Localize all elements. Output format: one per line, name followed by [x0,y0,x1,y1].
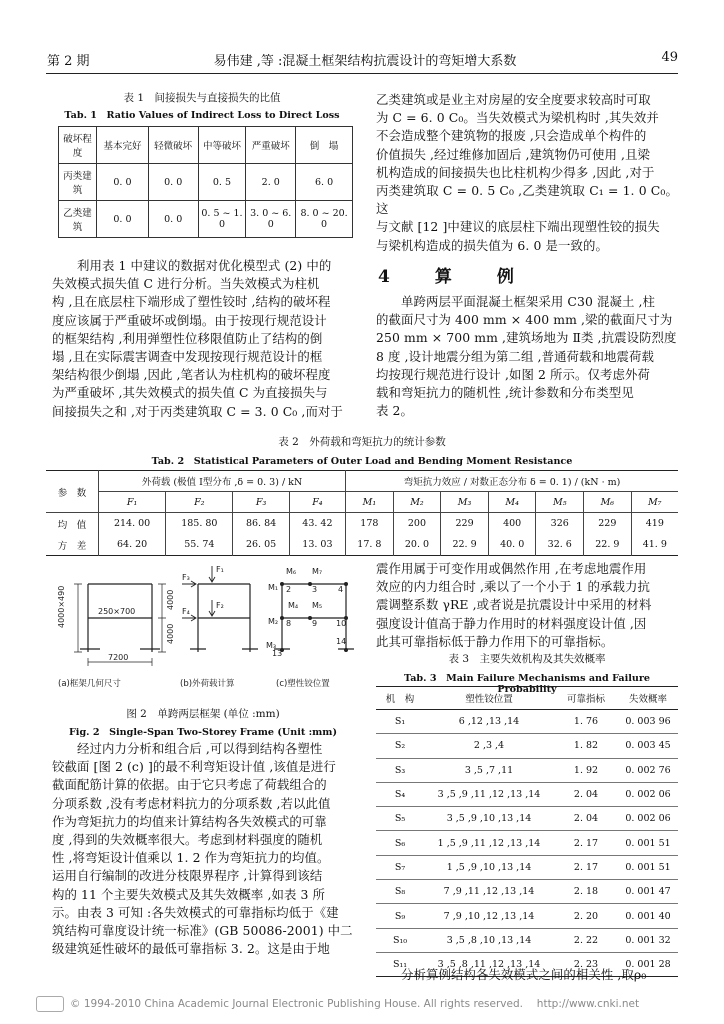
table3-cell: 2. 04 [554,807,618,831]
table2-cell: 326 [536,513,584,535]
table3-cell: 2. 23 [554,952,618,976]
table2-param-label: 参 数 [57,487,87,499]
dim-beam-label: 250×700 [98,607,136,616]
table2-cell: 185. 80 [166,513,233,535]
table2-cell: 86. 84 [233,513,289,535]
hinge-4 [344,582,348,586]
table1-cell: 8. 0 ~ 20. 0 [296,201,353,238]
table1-header-cell: 严重破坏 [246,127,296,164]
table2-cell: 13. 03 [289,534,345,556]
text-line: 架结构很少倒塌 ,因此 ,笔者认为柱机构的破坏程度 [52,367,331,383]
text-line: 构的 11 个主要失效模式及其失效概率 ,如表 3 所 [52,886,326,902]
table3-cell: 2. 17 [554,831,618,855]
dim-h2-label: 4000 [166,623,175,644]
frame-a-lines [88,584,152,652]
table1 [58,126,353,238]
page-number: 49 [661,50,678,65]
table3-cell: 2 ,3 ,4 [424,734,554,758]
table3-cell: S₁ [394,716,406,728]
table2-col-header: F₃ [233,492,289,513]
running-title: 易伟建 ,等 :混凝土框架结构抗震设计的弯矩增大系数 [213,54,517,69]
table2-cell: 214. 00 [99,513,166,535]
table3-cell: S₁₁ [376,952,424,976]
table1-header-cell: 中等破坏 [198,127,246,164]
dim-left-label: 4000×490 [57,585,66,628]
node-8: 8 [286,619,292,628]
table3-cell: 0. 002 06 [618,807,678,831]
table3-cell: 0. 003 96 [625,716,671,728]
right-paragraph-1 [376,91,678,255]
text-line: 级建筑延性破坏的最低可靠指标 3. 2。这是由于地 [52,941,330,957]
text-line: 与梁机构造成的损失值为 6. 0 是一致的。 [376,237,608,253]
table3-cell: 0. 002 06 [618,782,678,806]
table2-cell: 22. 9 [441,534,489,556]
node-14: 14 [336,637,347,646]
table2-cell: 40. 0 [488,534,536,556]
table1-cell: 0. 0 [97,164,149,201]
load-f2: F₂ [216,601,224,610]
table2-cell: 20. 0 [393,534,441,556]
text-line: 性 ,将弯矩设计值乘以 1. 2 作为弯矩抗力的均值。 [52,850,330,866]
left-paragraph-1 [52,257,356,421]
table1-header-cell: 倒 塌 [296,127,353,164]
table2-row-label: 方 差 [57,540,87,552]
moment-m1: M₁ [268,583,279,592]
table3-cell: 0. 003 45 [618,734,678,758]
table1-cell: 乙类建筑 [59,201,97,238]
section-heading: 4 算 例 [378,267,528,287]
table2-col-header: F₂ [166,492,233,513]
table3-cell: 3 ,5 ,9 ,11 ,12 ,13 ,14 [424,782,554,806]
table3-cell: 0. 001 32 [618,928,678,952]
moment-m4: M₄ [288,601,299,610]
text-line: 间接损失之和 ,对于丙类建筑取 C = 3. 0 C₀ ,而对于 [52,403,343,419]
table3 [376,686,678,977]
table1-cell: 3. 0 ~ 6. 0 [246,201,296,238]
table1-cell: 0. 5 [198,164,246,201]
table2-cell: 41. 9 [631,534,678,556]
table3-cell: 0. 002 76 [618,758,678,782]
dim-span-label: 7200 [108,653,129,662]
text-line: 筑结构可靠度设计统一标准》(GB 50086-2001) 中二 [52,923,353,939]
moment-m2: M₂ [268,617,279,626]
table2-cell: 43. 42 [289,513,345,535]
table2-col-header: M₄ [488,492,536,513]
table2-cell: 22. 9 [584,534,632,556]
table3-header-cell: 失效概率 [618,687,678,710]
table3-cell: 0. 001 40 [618,904,678,928]
load-f3: F₃ [182,573,190,582]
text-line: 价值损失 ,经过维修加固后 ,建筑物仍可使用 ,且梁 [376,146,651,162]
table3-cell: 2. 20 [554,904,618,928]
table2-cell: 64. 20 [99,534,166,556]
table3-cell: 3 ,5 ,7 ,11 [424,758,554,782]
text-line: 度 ,得到的失效概率很大。考虑到材料强度的随机 [52,832,323,848]
table2-col-header: M₆ [584,492,632,513]
table3-caption-cn: 表 3 主要失效机构及其失效概率 [448,653,606,665]
table2-col-header: M₂ [393,492,441,513]
text-line: 250 mm × 700 mm ,建筑场地为 Ⅱ类 ,抗震设防烈度 [376,330,677,346]
text-line: 效应的内力组合时 ,乘以了一个小于 1 的承载力抗 [376,579,650,595]
table3-cell: 1 ,5 ,9 ,11 ,12 ,13 ,14 [424,831,554,855]
text-line: 失效模式损失值 C 进行分析。当失效模式为柱机 [52,276,320,292]
table2-cell: 229 [584,513,632,535]
text-line: 震调整系数 γRE ,或者说是抗震设计中采用的材料 [376,597,652,613]
table1-cell: 2. 0 [246,164,296,201]
table3-cell: 1 ,5 ,9 ,10 ,13 ,14 [424,855,554,879]
table3-cell: 0. 001 51 [618,855,678,879]
table3-header-cell: 机 构 [376,687,424,710]
text-line: 强度设计值高于静力作用时的材料强度设计值 ,因 [376,615,647,631]
table3-cell: 1. 76 [573,716,599,728]
figure2-caption-en: Fig. 2 Single-Span Two-Storey Frame (Unit :mm) [68,727,337,738]
load-f4: F₄ [182,607,190,616]
text-line: 分项系数 ,没有考虑材料抗力的分项系数 ,若以此值 [52,795,331,811]
node-4: 4 [338,585,344,594]
text-line: 截面配筋计算的依据。由于它只考虑了荷载组合的 [52,777,327,793]
figure2-sub-c: (c)塑性铰位置 [276,679,330,689]
figure2-sub-b: (b)外荷载计算 [180,679,235,689]
right-paragraph-4: 分析算例结构各失效模式之间的相关性 ,取ρ₀ [376,967,647,982]
table1-header-cell: 基本完好 [97,127,149,164]
table3-cell: 0. 001 28 [618,952,678,976]
table1-header-cell: 破坏程度 [59,127,97,164]
table3-cell: 6 ,12 ,13 ,14 [458,716,520,728]
table3-cell: S₈ [376,880,424,904]
dimension-lines [78,584,162,662]
table3-cell: 2. 22 [554,928,618,952]
table3-cell: S₃ [376,758,424,782]
table2-cell: 419 [631,513,678,535]
moment-m3: M₃ [266,641,277,650]
moment-m5: M₅ [312,601,323,610]
text-line: 表 2。 [376,403,414,419]
table2-cell: 400 [488,513,536,535]
table3-cell: 2. 17 [554,855,618,879]
text-line: 乙类建筑或是业主对房屋的安全度要求较高时可取 [376,92,651,107]
node-10: 10 [336,619,347,628]
text-line: 的框架结构 ,利用弹塑性位移限值防止了结构的倒 [52,330,323,346]
moment-m7: M₇ [312,567,323,576]
table2-col-header: M₅ [536,492,584,513]
table1-cell: 丙类建筑 [59,164,97,201]
copyright-footer: © 1994-2010 China Academic Journal Electronic Publishing House. All rights reserved. http://www.cnki.net [70,998,640,1010]
figure2-sub-a: (a)框架几何尺寸 [58,679,121,689]
table3-cell: S₁₀ [376,928,424,952]
table3-cell: 3 ,5 ,9 ,10 ,13 ,14 [424,807,554,831]
table2-cell: 55. 74 [166,534,233,556]
hinge-5 [280,616,284,620]
table3-header-cell: 可靠指标 [554,687,618,710]
table2-cell: 178 [346,513,394,535]
text-line: 此其可靠指标低于静力作用下的可靠指标。 [376,633,614,649]
table2-cell: 26. 05 [233,534,289,556]
table3-cell: 7 ,9 ,11 ,12 ,13 ,14 [424,880,554,904]
header-rule [46,73,678,74]
moment-m6: M₆ [286,567,297,576]
table3-header-cell: 塑性铰位置 [424,687,554,710]
text-line: 经过内力分析和组合后 ,可以得到结构各塑性 [52,741,323,756]
node-13: 13 [272,649,283,658]
load-f1: F₁ [216,565,224,574]
node-3: 3 [312,585,318,594]
table3-cell: S₆ [376,831,424,855]
figure2-caption-cn: 图 2 单跨两层框架 (单位 :mm) [126,708,280,720]
text-line: 与文献 [12 ]中建议的底层柱下端出现塑性铰的损失 [376,219,660,235]
table1-header-cell: 轻微破坏 [148,127,198,164]
table2-group-moment: 弯矩抗力效应 / 对数正态分布 δ = 0. 1) / (kN · m) [346,471,678,492]
table1-caption-cn: 表 1 间接损失与直接损失的比值 [123,92,281,104]
node-9: 9 [312,619,318,628]
issue-number: 第 2 期 [47,54,90,69]
right-paragraph-2 [376,293,678,420]
text-line: 铰截面 [图 2 (c) ]的最不利弯矩设计值 ,该值是进行 [52,759,336,775]
table3-cell: 1. 92 [554,758,618,782]
table3-caption-en: Tab. 3 Main Failure Mechanisms and Failure Probability [404,673,650,695]
left-paragraph-2 [52,740,356,958]
table3-cell: 2. 04 [554,782,618,806]
table3-cell: 1. 82 [554,734,618,758]
table2-col-header: M₁ [346,492,394,513]
table3-cell: 7 ,9 ,10 ,12 ,13 ,14 [424,904,554,928]
figure2-frame-diagram [50,562,356,702]
hinge-14 [344,648,348,652]
text-line: 为 C = 6. 0 C₀。当失效模式为梁机构时 ,其失效并 [376,110,659,126]
text-line: 为严重破坏 ,其失效模式的损失值 C 为直接损失与 [52,385,328,401]
right-paragraph-3 [376,560,678,651]
text-line: 单跨两层平面混凝土框架采用 C30 混凝土 ,柱 [376,294,656,309]
table1-cell: 0. 0 [148,164,198,201]
node-2: 2 [286,585,292,594]
table2-group-load: 外荷载 (极值 Ⅰ型分布 ,δ = 0. 3) / kN [99,471,346,492]
table2-cell: 17. 8 [346,534,394,556]
text-line: 的截面尺寸为 400 mm × 400 mm ,梁的截面尺寸为 [376,312,673,328]
dim-h1-label: 4000 [166,589,175,610]
hinge-1 [280,582,284,586]
text-line: 利用表 1 中建议的数据对优化模型式 (2) 中的 [52,258,332,273]
table3-cell: 0. 001 51 [618,831,678,855]
text-line: 度应该属于严重破坏或倒塌。由于按现行规范设计 [52,312,327,328]
table2-caption-en: Tab. 2 Statistical Parameters of Outer Load and Bending Moment Resistance [151,456,573,467]
table1-cell: 0. 0 [97,201,149,238]
text-line: 均按现行规范进行设计 ,如图 2 所示。仅考虑外荷 [376,366,650,382]
table1-caption-en: Tab. 1 Ratio Values of Indirect Loss to Direct Loss [64,110,340,121]
text-line: 机构造成的间接损失也比柱机构少得多 ,因此 ,对于 [376,164,655,180]
text-line: 作为弯矩抗力的均值来计算结构各失效模式的可靠 [52,813,327,829]
table1-cell: 0. 0 [148,201,198,238]
publisher-logo-icon [36,996,64,1012]
text-line: 载和弯矩抗力的随机性 ,统计参数和分布类型见 [376,385,634,401]
table2-col-header: F₄ [289,492,345,513]
table3-cell: 2. 18 [554,880,618,904]
table3-cell: 0. 001 47 [618,880,678,904]
frame-b-lines [198,584,250,652]
table2-caption-cn: 表 2 外荷载和弯矩抗力的统计参数 [278,436,446,448]
text-line: 不会造成整个建筑物的报废 ,只会造成单个构件的 [376,128,647,144]
text-line: 丙类建筑取 C = 0. 5 C₀ ,乙类建筑取 C₁ = 1. 0 C₀。这 [376,183,678,217]
table3-cell: S₇ [376,855,424,879]
table3-cell: 3 ,5 ,8 ,11 ,12 ,13 ,14 [424,952,554,976]
text-line: 塌 ,且在实际震害调查中发现按现行规范设计的框 [52,349,323,365]
table3-cell: S₉ [376,904,424,928]
table2-cell: 229 [441,513,489,535]
table3-cell: S₄ [376,782,424,806]
table2 [46,470,678,556]
table2-col-header: M₇ [631,492,678,513]
table2-col-header: M₃ [441,492,489,513]
table2-cell: 32. 6 [536,534,584,556]
table3-cell: 3 ,5 ,8 ,10 ,13 ,14 [424,928,554,952]
table3-cell: S₂ [376,734,424,758]
text-line: 构 ,且在底层柱下端形成了塑性铰时 ,结构的破坏程 [52,294,331,310]
text-line: 震作用属于可变作用或偶然作用 ,在考虑地震作用 [376,561,647,576]
table1-cell: 6. 0 [296,164,353,201]
text-line: 8 度 ,设计地震分组为第二组 ,普通荷载和地震荷载 [376,348,654,364]
table3-cell: S₅ [376,807,424,831]
table2-col-header: F₁ [99,492,166,513]
text-line: 运用自行编制的改进分枝限界程序 ,计算得到该结 [52,868,323,884]
text-line: 示。由表 3 可知 :各失效模式的可靠指标均低于《建 [52,904,339,920]
table2-row-label: 均 值 [46,513,99,535]
table1-cell: 0. 5 ~ 1. 0 [198,201,246,238]
table2-cell: 200 [393,513,441,535]
